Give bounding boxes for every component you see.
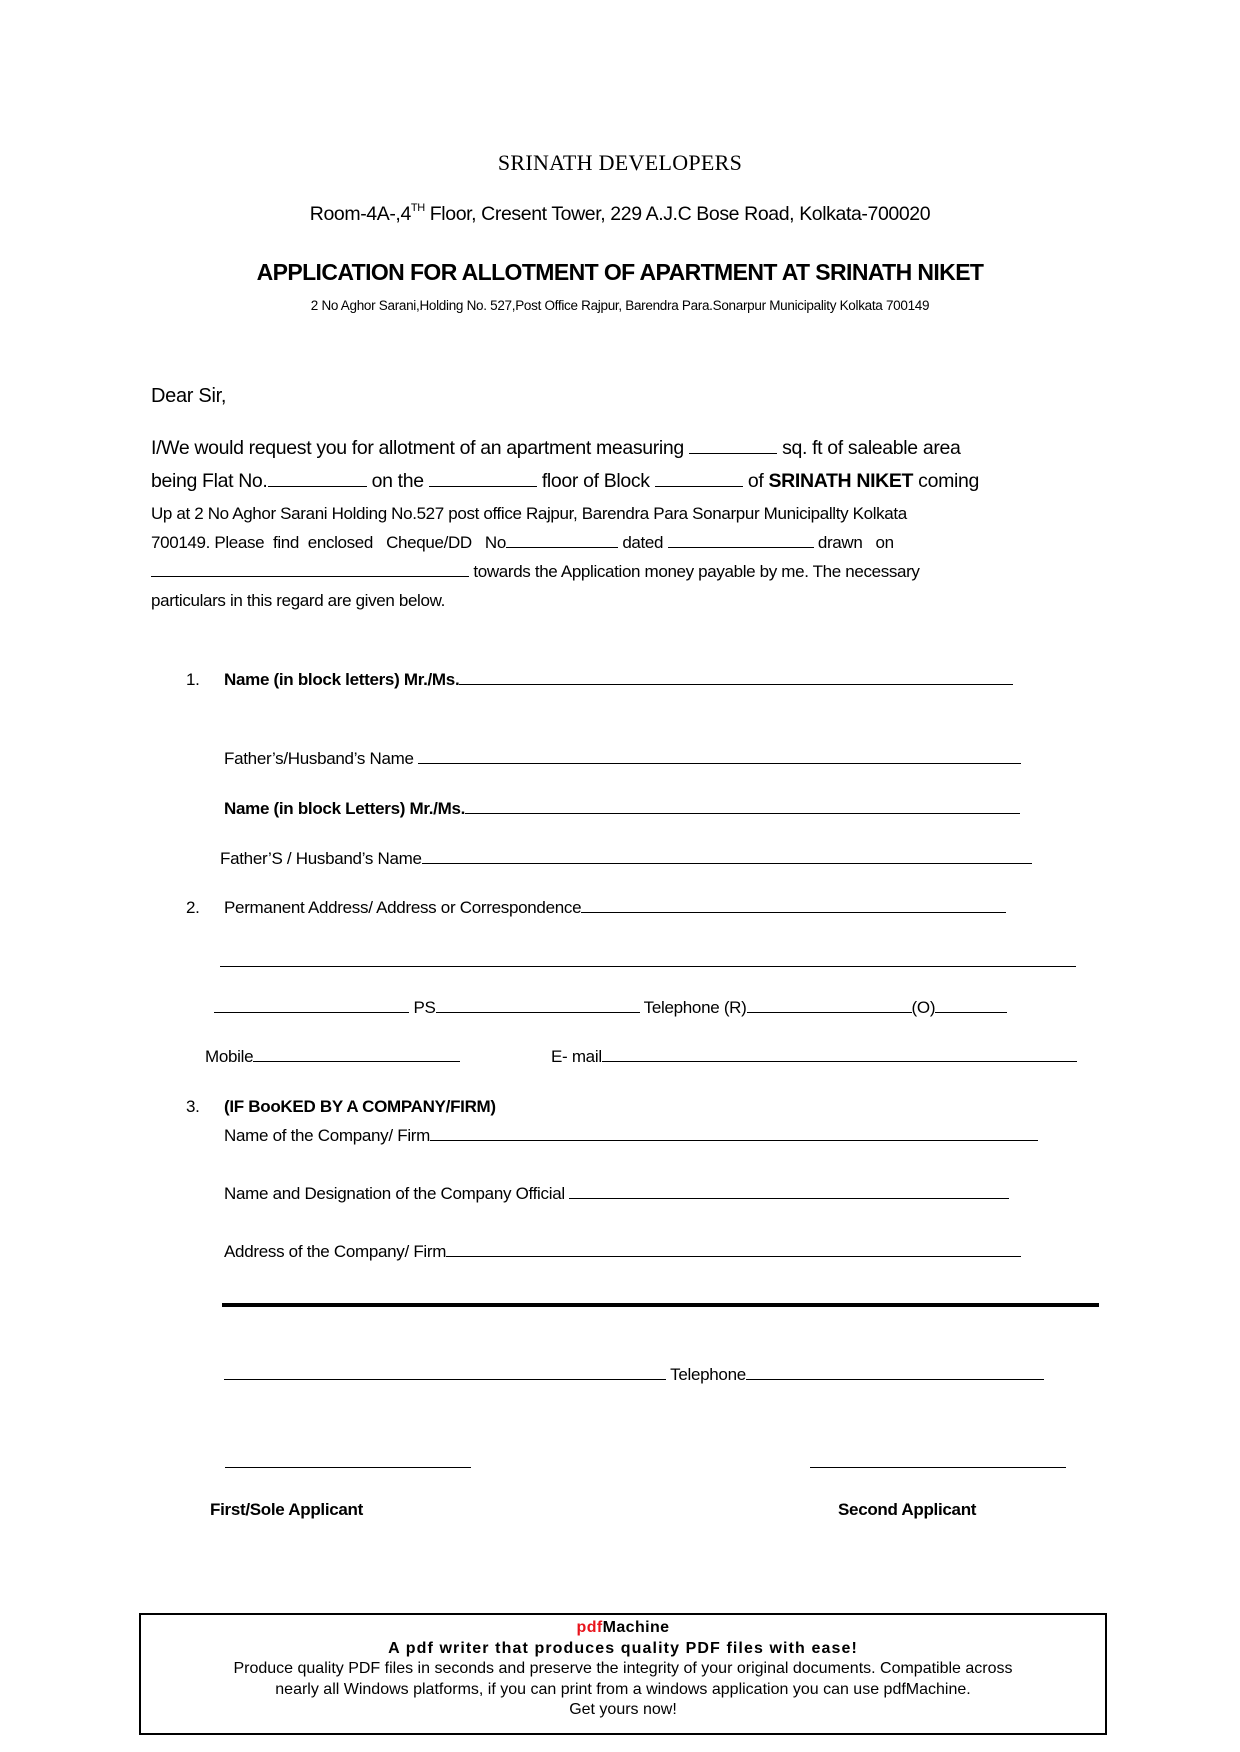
mobile-label: Mobile <box>205 1047 254 1066</box>
letter-text: sq. ft of saleable area <box>782 437 961 459</box>
first-applicant-label: First/Sole Applicant <box>210 1500 364 1519</box>
letter-text: towards the Application money payable by me. The necessary <box>473 562 920 581</box>
address-line-2-field[interactable] <box>220 966 1076 967</box>
company-name: SRINATH DEVELOPERS <box>497 150 743 175</box>
letter-text: 700149. Please find enclosed Cheque/DD No <box>151 533 506 552</box>
ps-field[interactable] <box>436 1011 640 1013</box>
salutation: Dear Sir, <box>151 385 227 407</box>
email-label: E- mail <box>551 1047 602 1066</box>
second-applicant-name-row <box>224 799 1020 819</box>
letter-line-3: Up at 2 No Aghor Sarani Holding No.527 post office Rajpur, Barendra Para Sonarpur Municipallty Kolkata <box>151 504 907 523</box>
applicant-name-label: Name (in block letters) Mr./Ms. <box>224 670 460 689</box>
letter-line-5 <box>151 562 920 582</box>
document-title: APPLICATION FOR ALLOTMENT OF APARTMENT AT SRINATH NIKET <box>256 259 984 285</box>
company-name-label: Name of the Company/ Firm <box>224 1126 431 1145</box>
mobile-field[interactable] <box>253 1060 460 1062</box>
letter-text: on the <box>371 470 424 492</box>
letter-text: dated <box>622 533 664 552</box>
site-address: 2 No Aghor Sarani,Holding No. 527,Post Office Rajpur, Barendra Para.Sonarpur Municipality Kolkata 700149 <box>310 298 930 313</box>
ps-label: PS <box>413 998 436 1017</box>
address-label: Permanent Address/ Address or Correspondence <box>224 898 582 917</box>
second-father-name-field[interactable] <box>422 862 1032 864</box>
email-field[interactable] <box>602 1060 1077 1062</box>
letter-text: drawn on <box>817 533 894 552</box>
letter-line-2 <box>151 470 979 493</box>
telephone-office-label: (O) <box>911 998 936 1017</box>
applicant-name-field[interactable] <box>459 683 1013 685</box>
second-father-name-row <box>220 849 1032 869</box>
company-section-heading: (IF BooKED BY A COMPANY/FIRM) <box>224 1097 496 1116</box>
cheque-date-blank[interactable] <box>668 546 814 548</box>
office-address <box>0 203 1240 226</box>
flat-no-blank[interactable] <box>268 485 367 487</box>
company-address-row <box>224 1242 1021 1262</box>
brand-machine: Machine <box>602 1619 670 1636</box>
letter-text: I/We would request you for allotment of an apartment measuring <box>151 437 684 459</box>
telephone-residence-field[interactable] <box>747 1011 912 1013</box>
company-name-field[interactable] <box>430 1139 1038 1141</box>
letter-line-1 <box>151 437 960 460</box>
second-applicant-signature-field[interactable] <box>810 1467 1066 1468</box>
telephone-residence-label: Telephone (R) <box>643 998 747 1017</box>
company-official-label: Name and Designation of the Company Official <box>224 1184 565 1203</box>
address-row <box>224 898 1006 918</box>
company-address-field[interactable] <box>446 1255 1021 1257</box>
company-official-row <box>224 1184 1009 1204</box>
block-blank[interactable] <box>655 485 743 487</box>
second-applicant-name-label: Name (in block Letters) Mr./Ms. <box>224 799 466 818</box>
address-field[interactable] <box>581 911 1006 913</box>
company-official-field[interactable] <box>569 1197 1009 1199</box>
brand-pdf: pdf <box>576 1619 603 1636</box>
bank-blank[interactable] <box>151 575 469 577</box>
company-address-label: Address of the Company/ Firm <box>224 1242 447 1261</box>
footer-body-2: nearly all Windows platforms, if you can print from a windows application you can use pdfMachine. <box>275 1680 971 1698</box>
second-applicant-name-field[interactable] <box>465 812 1020 814</box>
letter-text: coming <box>918 470 979 492</box>
telephone-office-field[interactable] <box>935 1011 1007 1013</box>
pdfmachine-brand <box>141 1618 1105 1639</box>
area-blank[interactable] <box>689 452 777 454</box>
father-name-label: Father’s/Husband’s Name <box>224 749 414 768</box>
father-name-row <box>224 749 1021 769</box>
company-name-row <box>224 1126 1038 1146</box>
letter-text: floor of Block <box>541 470 650 492</box>
section-divider <box>222 1303 1099 1307</box>
footer-body-1: Produce quality PDF files in seconds and preserve the integrity of your original documents. Compatible across <box>233 1660 1013 1677</box>
office-address-superscript: TH <box>410 202 425 214</box>
company-telephone-label: Telephone <box>670 1365 746 1384</box>
item-number-1: 1. <box>186 670 200 689</box>
second-father-name-label: Father’S / Husband’s Name <box>220 849 422 868</box>
applicant-name-row <box>224 670 1013 690</box>
item-number-3: 3. <box>186 1097 200 1116</box>
company-address-continued-field[interactable] <box>224 1378 666 1380</box>
first-applicant-signature-field[interactable] <box>225 1467 471 1468</box>
letter-text: of <box>747 470 764 492</box>
item-number-2: 2. <box>186 898 200 917</box>
locality-field[interactable] <box>214 1011 409 1013</box>
second-applicant-label: Second Applicant <box>838 1500 977 1519</box>
cheque-no-blank[interactable] <box>506 546 618 548</box>
office-address-start: Room-4A-,4 <box>309 203 411 225</box>
footer-cta[interactable]: Get yours now! <box>569 1701 677 1718</box>
letter-line-6: particulars in this regard are given below. <box>151 591 445 610</box>
email-row <box>551 1047 1077 1067</box>
father-name-field[interactable] <box>418 762 1021 764</box>
office-address-end: Floor, Cresent Tower, 229 A.J.C Bose Road, Kolkata-700020 <box>424 203 931 225</box>
ps-telephone-row <box>214 998 1007 1018</box>
floor-blank[interactable] <box>429 485 537 487</box>
letter-text: being Flat No. <box>151 470 268 492</box>
footer-tagline: A pdf writer that produces quality PDF files with ease! <box>388 1639 858 1657</box>
letter-line-4 <box>151 533 894 553</box>
project-name: SRINATH NIKET <box>768 470 914 492</box>
company-telephone-field[interactable] <box>746 1378 1044 1380</box>
pdfmachine-footer <box>139 1613 1107 1735</box>
company-telephone-row <box>224 1365 1044 1385</box>
mobile-row <box>205 1047 460 1067</box>
